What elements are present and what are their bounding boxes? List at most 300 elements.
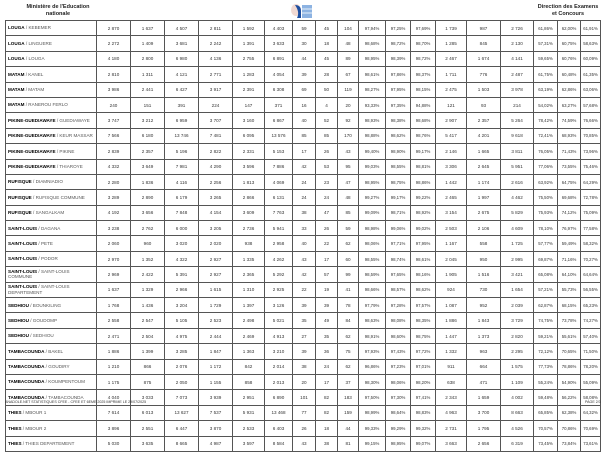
value-cell: 6 891	[265, 51, 293, 66]
value-cell: 3 154	[436, 205, 467, 220]
value-cell: 3 986	[97, 82, 131, 97]
department-name-cell	[6, 21, 97, 36]
value-cell: 2 050	[165, 374, 199, 389]
separator: /	[37, 284, 41, 290]
value-cell: 13 576	[265, 128, 293, 143]
department-name: PETE	[40, 240, 53, 246]
value-cell: 4 262	[265, 251, 293, 266]
value-cell: 98,08%	[386, 313, 411, 328]
value-cell: 73,55%	[558, 159, 581, 174]
value-cell: 59,48%	[534, 390, 558, 405]
value-cell: 33	[293, 221, 316, 236]
department-name: BOUNKILING	[32, 302, 62, 308]
value-cell: 60,75%	[558, 36, 581, 51]
value-cell: 57,21%	[534, 282, 558, 297]
value-cell: 2 927	[199, 267, 233, 282]
value-cell: 59,65%	[534, 51, 558, 66]
value-cell: 1 397	[233, 298, 265, 313]
value-cell: 3 205	[199, 221, 233, 236]
value-cell: 2 039	[501, 298, 534, 313]
value-cell: 13 746	[165, 128, 199, 143]
value-cell: 98,93%	[359, 113, 386, 128]
region-name: TAMBACOUNDA	[8, 364, 45, 370]
separator: /	[21, 425, 26, 431]
value-cell: 72,78%	[581, 190, 601, 205]
value-cell: 97,28%	[386, 298, 411, 313]
separator: /	[21, 441, 26, 447]
ministry-logo-icon	[288, 3, 314, 19]
value-cell: 76,97%	[558, 221, 581, 236]
value-cell: 65,85%	[534, 405, 558, 420]
value-cell: 159	[338, 405, 359, 420]
value-cell: 39	[293, 67, 316, 82]
region-name: SEDHIOU	[8, 302, 29, 308]
value-cell: 2 820	[501, 328, 534, 343]
value-cell: 64,64%	[581, 267, 601, 282]
value-cell: 924	[436, 282, 467, 297]
value-cell: 55,24%	[534, 374, 558, 389]
value-cell: 64,29%	[581, 174, 601, 189]
region-name: MATAM	[8, 102, 25, 108]
value-cell: 558	[467, 236, 501, 251]
value-cell: 98,62%	[386, 128, 411, 143]
value-cell: 2 731	[436, 421, 467, 436]
value-cell: 60,76%	[558, 51, 581, 66]
value-cell: 82	[316, 390, 338, 405]
value-cell: 3 978	[501, 82, 534, 97]
department-name: MATAM	[28, 87, 45, 93]
region-name: PIKINE-GUEDIAWAYE	[8, 148, 56, 154]
department-name-cell	[6, 97, 97, 112]
value-cell: 98,63%	[359, 313, 386, 328]
table-row	[6, 282, 601, 297]
region-name: SAINT-LOUIS	[8, 269, 38, 275]
value-cell: 22	[293, 282, 316, 297]
table-row	[6, 328, 601, 343]
value-cell: 2 357	[467, 113, 501, 128]
value-cell: 45	[316, 21, 338, 36]
department-name: KEUR MASSAR	[59, 133, 93, 139]
value-cell: 2 020	[199, 236, 233, 251]
value-cell: 76,66%	[581, 113, 601, 128]
value-cell: 64,75%	[558, 174, 581, 189]
value-cell: 99,09%	[359, 205, 386, 220]
value-cell: 1 285	[436, 36, 467, 51]
value-cell: 842	[233, 359, 265, 374]
separator: /	[31, 210, 36, 216]
value-cell: 2 800	[131, 51, 165, 66]
value-cell: 3 649	[131, 159, 165, 174]
value-cell: 2 272	[97, 36, 131, 51]
value-cell: 2 441	[131, 82, 165, 97]
value-cell: 56,22%	[558, 390, 581, 405]
value-cell: 3 126	[265, 298, 293, 313]
value-cell: 43	[293, 436, 316, 451]
value-cell: 3 289	[97, 190, 131, 205]
value-cell: 4 975	[165, 328, 199, 343]
value-cell: 1 175	[97, 374, 131, 389]
department-name: SAINT-LOUIS DEPARTEMENT	[8, 284, 70, 295]
value-cell: 61,86%	[534, 21, 558, 36]
value-cell: 1 352	[131, 251, 165, 266]
value-cell: 62	[338, 359, 359, 374]
value-cell: 98,27%	[359, 82, 386, 97]
value-cell: 97,23%	[386, 359, 411, 374]
value-cell: 2 925	[265, 282, 293, 297]
department-name-cell	[6, 51, 97, 66]
value-cell: 71,43%	[558, 144, 581, 159]
value-cell: 98,38%	[386, 113, 411, 128]
value-cell: 858	[233, 374, 265, 389]
value-cell: 1 442	[436, 174, 467, 189]
value-cell: 61,91%	[581, 21, 601, 36]
value-cell: 17	[293, 144, 316, 159]
value-cell: 963	[467, 344, 501, 359]
value-cell: 54,02%	[534, 97, 558, 112]
value-cell: 3 811	[501, 144, 534, 159]
value-cell: 98,75%	[411, 328, 436, 343]
value-cell: 6 000	[165, 221, 199, 236]
value-cell: 1 155	[199, 374, 233, 389]
value-cell: 97,71%	[386, 236, 411, 251]
value-cell: 62	[338, 236, 359, 251]
value-cell: 59,49%	[558, 236, 581, 251]
value-cell: 13 468	[265, 405, 293, 420]
value-cell: 99,15%	[359, 436, 386, 451]
value-cell: 98,15%	[411, 82, 436, 97]
value-cell: 4 332	[97, 159, 131, 174]
results-table	[5, 20, 601, 452]
region-name: PIKINE-GUEDIAWAYE	[8, 133, 56, 139]
value-cell: 99,02%	[411, 221, 436, 236]
value-cell: 98,35%	[411, 313, 436, 328]
value-cell: 2 060	[97, 236, 131, 251]
value-cell: 1 637	[97, 282, 131, 297]
department-name-cell	[6, 159, 97, 174]
value-cell: 73,84%	[558, 436, 581, 451]
value-cell: 97,69%	[411, 21, 436, 36]
value-cell: 151	[131, 97, 165, 112]
value-cell: 4 526	[501, 421, 534, 436]
value-cell: 6 013	[131, 405, 165, 420]
value-cell: 98,59%	[359, 267, 386, 282]
value-cell: 42	[293, 267, 316, 282]
separator: /	[37, 225, 41, 231]
value-cell: 98,64%	[386, 405, 411, 420]
value-cell: 94,88%	[411, 97, 436, 112]
value-cell: 1 997	[467, 190, 501, 205]
value-cell: 78,20%	[581, 359, 601, 374]
department-name-cell	[6, 436, 97, 451]
value-cell: 97,50%	[359, 390, 386, 405]
value-cell: 3 747	[97, 113, 131, 128]
region-name: MATAM	[8, 87, 25, 93]
value-cell: 2 475	[436, 82, 467, 97]
value-cell: 1 174	[467, 174, 501, 189]
value-cell: 74,75%	[534, 313, 558, 328]
value-cell: 3 421	[501, 267, 534, 282]
value-cell: 1 665	[467, 144, 501, 159]
department-name-cell	[6, 67, 97, 82]
value-cell: 19	[316, 282, 338, 297]
value-cell: 24	[293, 190, 316, 205]
separator: /	[55, 133, 60, 139]
value-cell: 3 597	[233, 436, 265, 451]
value-cell: 98,68%	[359, 36, 386, 51]
value-cell: 3 204	[165, 298, 199, 313]
value-cell: 99,32%	[411, 421, 436, 436]
department-name-cell	[6, 128, 97, 143]
value-cell: 5 021	[265, 313, 293, 328]
value-cell: 55,73%	[558, 282, 581, 297]
department-name: KOUMPENTOUM	[48, 379, 85, 385]
department-name: PIKINE	[59, 148, 75, 154]
value-cell: 240	[97, 97, 131, 112]
region-name: LOUGA	[8, 25, 25, 31]
value-cell: 2 675	[467, 205, 501, 220]
value-cell: 44	[293, 51, 316, 66]
value-cell: 2 146	[436, 144, 467, 159]
value-cell: 54,90%	[558, 374, 581, 389]
value-cell: 99,03%	[359, 159, 386, 174]
value-cell: 4 507	[165, 21, 199, 36]
value-cell: 97,43%	[386, 344, 411, 359]
table-row	[6, 236, 601, 251]
value-cell: 1 711	[436, 67, 467, 82]
value-cell: 3 729	[501, 313, 534, 328]
value-cell: 57,31%	[534, 36, 558, 51]
separator: /	[28, 317, 33, 323]
value-cell: 1 729	[199, 298, 233, 313]
department-name: MBOUR 2	[25, 425, 47, 431]
value-cell: 40	[293, 236, 316, 251]
value-cell: 99,06%	[386, 221, 411, 236]
value-cell: 4 136	[199, 51, 233, 66]
value-cell: 99,33%	[359, 421, 386, 436]
separator: /	[21, 410, 26, 416]
region-name: TAMBACOUNDA	[8, 348, 45, 354]
value-cell: 73,78%	[558, 313, 581, 328]
value-cell: 18	[316, 421, 338, 436]
value-cell: 1 167	[436, 236, 467, 251]
value-cell: 2 280	[97, 174, 131, 189]
department-name: DAGANA	[40, 225, 61, 231]
value-cell: 97,95%	[411, 236, 436, 251]
value-cell: 1 795	[467, 421, 501, 436]
value-cell: 73,96%	[581, 144, 601, 159]
region-name: SAINT-LOUIS	[8, 225, 38, 231]
value-cell: 98,72%	[411, 51, 436, 66]
value-cell: 49	[316, 313, 338, 328]
value-cell: 7 614	[97, 405, 131, 420]
value-cell: 63,19%	[534, 82, 558, 97]
value-cell: 98,71%	[386, 205, 411, 220]
value-cell: 58,63%	[581, 36, 601, 51]
department-name-cell	[6, 298, 97, 313]
value-cell: 72,41%	[534, 128, 558, 143]
value-cell: 20	[338, 97, 359, 112]
value-cell: 2 331	[233, 144, 265, 159]
value-cell: 93,33%	[359, 97, 386, 112]
table-row	[6, 313, 601, 328]
value-cell: 24	[316, 359, 338, 374]
value-cell: 99,17%	[386, 190, 411, 205]
separator: /	[28, 302, 33, 308]
table-row	[6, 82, 601, 97]
value-cell: 97,30%	[386, 390, 411, 405]
value-cell: 43	[338, 144, 359, 159]
value-cell: 74,59%	[558, 113, 581, 128]
value-cell: 1 109	[501, 374, 534, 389]
region-name: RUFISQUE	[8, 179, 32, 185]
value-cell: 2 444	[199, 328, 233, 343]
value-cell: 2 551	[131, 421, 165, 436]
value-cell: 4 121	[165, 67, 199, 82]
value-cell: 98,61%	[411, 251, 436, 266]
value-cell: 6 867	[265, 113, 293, 128]
value-cell: 77,73%	[534, 359, 558, 374]
value-cell: 2 014	[265, 359, 293, 374]
table-row	[6, 359, 601, 374]
separator: /	[44, 379, 49, 385]
value-cell: 47	[338, 174, 359, 189]
value-cell: 98,60%	[386, 328, 411, 343]
value-cell: 6 447	[165, 421, 199, 436]
value-cell: 76,05%	[534, 144, 558, 159]
value-cell: 6 308	[265, 82, 293, 97]
value-cell: 4 154	[199, 205, 233, 220]
value-cell: 98,95%	[359, 51, 386, 66]
value-cell: 4 963	[436, 405, 467, 420]
separator: /	[37, 269, 41, 275]
department-name-cell	[6, 359, 97, 374]
value-cell: 62,38%	[558, 405, 581, 420]
value-cell: 1 654	[501, 282, 534, 297]
value-cell: 64,32%	[581, 405, 601, 420]
value-cell: 2 810	[97, 67, 131, 82]
table-row	[6, 436, 601, 451]
value-cell: 1 409	[131, 36, 165, 51]
department-name: MBOUR 1	[25, 410, 47, 416]
value-cell: 4 987	[199, 436, 233, 451]
value-cell: 2 130	[501, 36, 534, 51]
value-cell: 48	[338, 190, 359, 205]
value-cell: 4 913	[265, 328, 293, 343]
value-cell: 65,23%	[581, 298, 601, 313]
value-cell: 75,93%	[534, 205, 558, 220]
ministry-name-line2: nationale	[45, 11, 71, 17]
region-name: RUFISQUE	[8, 194, 32, 200]
value-cell: 37	[338, 374, 359, 389]
value-cell: 2 995	[501, 251, 534, 266]
value-cell: 52	[316, 113, 338, 128]
value-cell: 62,86%	[558, 82, 581, 97]
value-cell: 2 927	[199, 251, 233, 266]
value-cell: 3 020	[165, 236, 199, 251]
department-name: RUFISQUE COMMUNE	[35, 194, 85, 200]
separator: /	[31, 194, 36, 200]
value-cell: 371	[265, 97, 293, 112]
region-name: PIKINE-GUEDIAWAYE	[8, 117, 56, 123]
value-cell: 2 256	[199, 174, 233, 189]
value-cell: 55,09%	[581, 374, 601, 389]
table-row	[6, 374, 601, 389]
value-cell: 20	[293, 374, 316, 389]
separator: /	[24, 40, 29, 46]
value-cell: 97,65%	[386, 267, 411, 282]
region-name: PIKINE-GUEDIAWAYE	[8, 164, 56, 169]
value-cell: 471	[467, 374, 501, 389]
value-cell: 1 399	[131, 344, 165, 359]
value-cell: 2 106	[467, 221, 501, 236]
department-name-cell	[6, 374, 97, 389]
table-row	[6, 405, 601, 420]
department-name: GUEDIAWAYE	[59, 117, 90, 123]
value-cell: 2 726	[501, 21, 534, 36]
value-cell: 7 073	[165, 390, 199, 405]
value-cell: 2 890	[131, 190, 165, 205]
value-cell: 5 030	[97, 436, 131, 451]
value-cell: 82	[316, 405, 338, 420]
department-name-cell	[6, 144, 97, 159]
value-cell: 1 886	[97, 344, 131, 359]
value-cell: 75,46%	[581, 159, 601, 174]
value-cell: 5 391	[165, 267, 199, 282]
value-cell: 3 656	[131, 205, 165, 220]
value-cell: 1 615	[199, 282, 233, 297]
department-name: SANGALKAM	[35, 210, 65, 216]
value-cell: 98,81%	[411, 159, 436, 174]
value-cell: 4 462	[501, 190, 534, 205]
value-cell: 952	[467, 298, 501, 313]
value-cell: 98,92%	[411, 205, 436, 220]
value-cell: 74,12%	[558, 205, 581, 220]
value-cell: 3 870	[199, 421, 233, 436]
value-cell: 85	[316, 128, 338, 143]
value-cell: 98,55%	[386, 159, 411, 174]
value-cell: 44	[338, 421, 359, 436]
value-cell: 4 192	[97, 205, 131, 220]
separator: /	[55, 148, 60, 154]
value-cell: 5 951	[501, 159, 534, 174]
value-cell: 4 180	[97, 51, 131, 66]
value-cell: 4 403	[265, 21, 293, 36]
value-cell: 1 905	[436, 267, 467, 282]
value-cell: 60,09%	[581, 51, 601, 66]
value-cell: 13 627	[165, 405, 199, 420]
department-name: KANEL	[28, 71, 44, 77]
value-cell: 23	[316, 174, 338, 189]
value-cell: 63,27%	[558, 97, 581, 112]
direction-header	[528, 4, 608, 18]
value-cell: 39	[293, 344, 316, 359]
value-cell: 2 469	[233, 328, 265, 343]
department-name-cell	[6, 328, 97, 343]
value-cell: 8 665	[165, 436, 199, 451]
value-cell: 61,35%	[581, 67, 601, 82]
value-cell: 2 533	[233, 421, 265, 436]
value-cell: 98,55%	[359, 251, 386, 266]
value-cell: 38	[293, 205, 316, 220]
value-cell: 98,76%	[411, 128, 436, 143]
value-cell: 1 391	[233, 36, 265, 51]
value-cell: 24	[316, 190, 338, 205]
value-cell: 48	[338, 36, 359, 51]
value-cell: 101	[293, 390, 316, 405]
region-name: RUFISQUE	[8, 210, 32, 216]
value-cell: 4 141	[501, 51, 534, 66]
value-cell: 40	[293, 113, 316, 128]
